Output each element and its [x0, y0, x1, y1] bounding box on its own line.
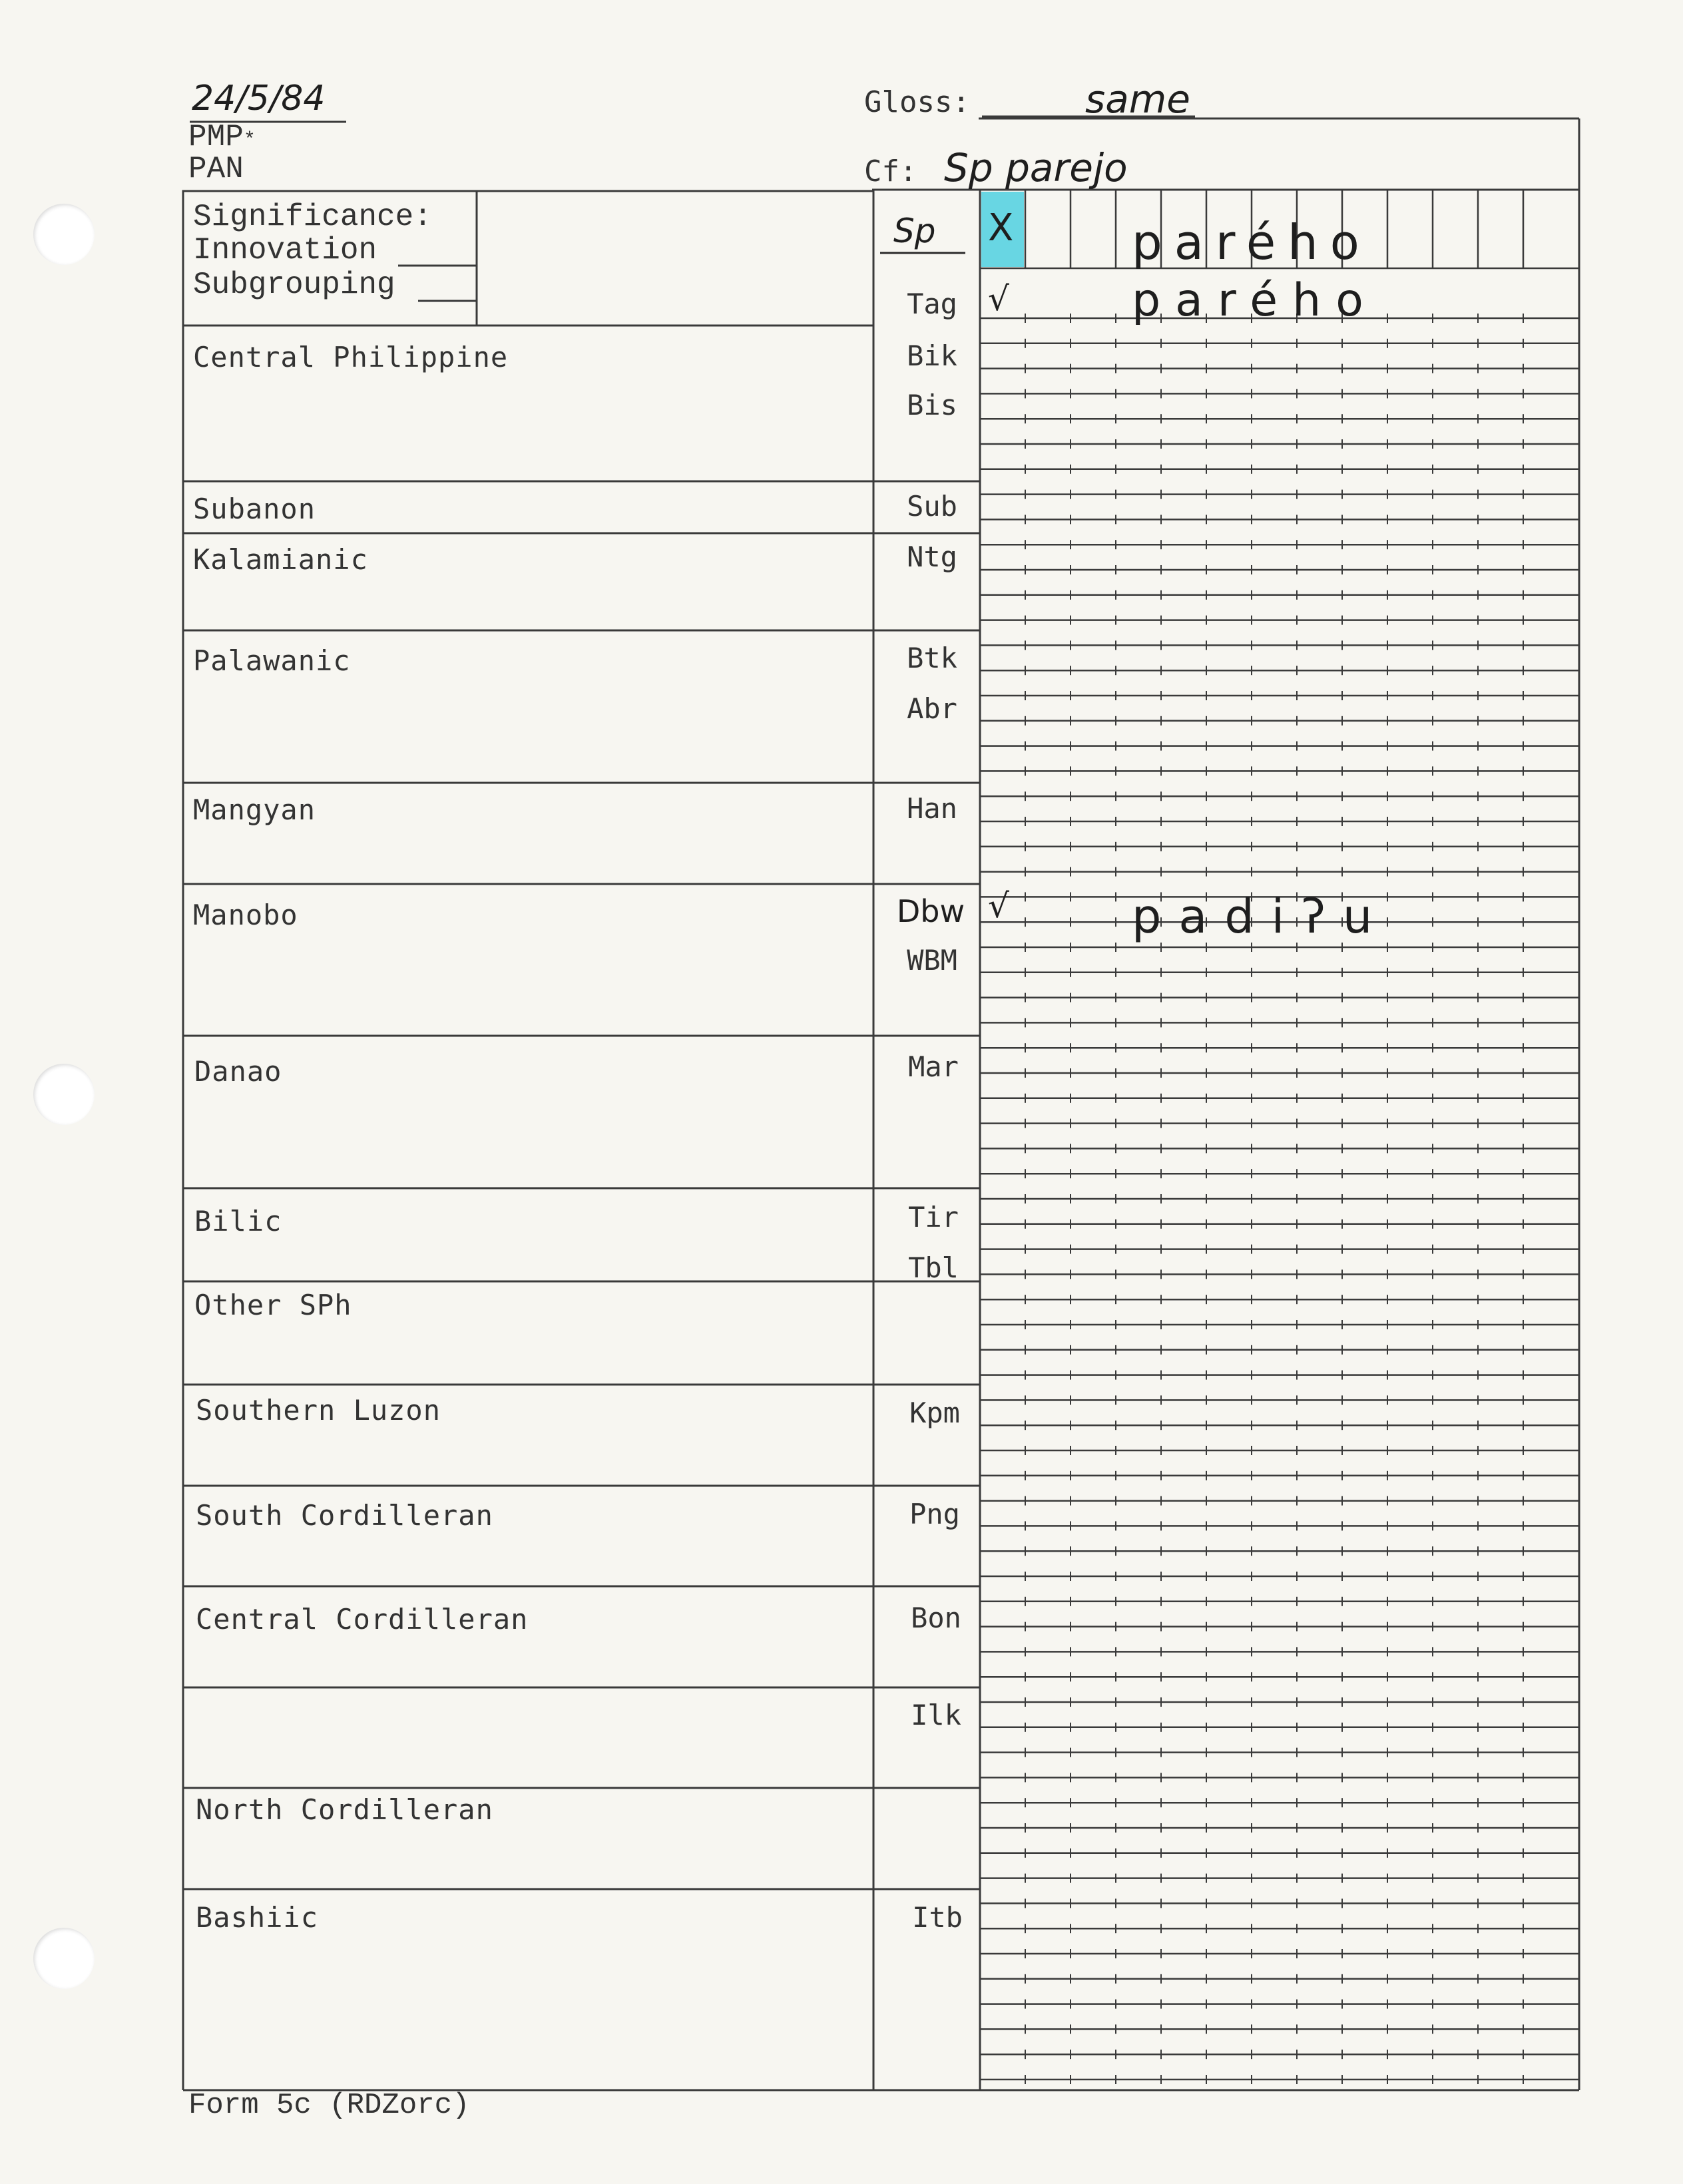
dbw-form: padiʔu	[1132, 889, 1390, 944]
abbr-png: Png	[909, 1498, 960, 1530]
abbr-ilk: Ilk	[911, 1699, 961, 1731]
cf-value: Sp parejo	[944, 145, 1128, 190]
abbr-kpm: Kpm	[909, 1397, 960, 1429]
abbr-abr: Abr	[907, 692, 957, 725]
tag-form: parého	[1132, 274, 1378, 327]
subgrouping-label: Subgrouping	[193, 268, 395, 302]
dbw-mark: √	[988, 887, 1009, 925]
form-footer: Form 5c (RDZorc)	[188, 2089, 470, 2122]
group-manobo: Manobo	[193, 899, 298, 931]
group-north-cordilleran: North Cordilleran	[196, 1793, 493, 1826]
abbr-bis: Bis	[907, 389, 957, 421]
group-bilic: Bilic	[194, 1205, 282, 1237]
tag-mark: √	[988, 280, 1009, 318]
group-central-philippine: Central Philippine	[193, 341, 509, 373]
group-southern-luzon: Southern Luzon	[196, 1394, 441, 1426]
group-south-cordilleran: South Cordilleran	[196, 1499, 493, 1532]
abbr-bon: Bon	[911, 1602, 961, 1634]
group-subanon: Subanon	[193, 493, 316, 525]
group-central-cordilleran: Central Cordilleran	[196, 1603, 529, 1636]
abbr-sp: Sp	[893, 212, 936, 250]
abbr-tbl: Tbl	[908, 1251, 959, 1284]
abbr-sub: Sub	[907, 490, 957, 523]
abbr-itb: Itb	[912, 1901, 963, 1934]
significance-title: Significance:	[193, 200, 432, 234]
abbr-btk: Btk	[907, 642, 957, 674]
abbr-mar: Mar	[908, 1050, 959, 1083]
abbr-han: Han	[907, 792, 957, 825]
abbr-ntg: Ntg	[907, 541, 957, 573]
abbr-tir: Tir	[908, 1201, 959, 1233]
pmp-star: *	[243, 129, 256, 152]
abbr-wbm: WBM	[907, 944, 957, 977]
group-other-sph: Other SPh	[194, 1289, 352, 1321]
abbr-bik: Bik	[907, 339, 957, 372]
gloss-label: Gloss:	[864, 85, 970, 119]
abbr-dbw: Dbw	[896, 893, 965, 929]
sp-mark: X	[988, 206, 1014, 250]
pan-label: PAN	[188, 152, 244, 186]
group-mangyan: Mangyan	[193, 793, 316, 826]
pmp-label	[188, 120, 256, 154]
sp-form: parého	[1132, 214, 1371, 270]
pmp-text: PMP	[188, 120, 244, 154]
abbr-tag: Tag	[907, 288, 957, 320]
innovation-label: Innovation	[193, 233, 377, 268]
gloss-value: same	[1085, 77, 1190, 122]
group-kalamianic: Kalamianic	[193, 543, 368, 576]
cf-label: Cf:	[864, 154, 917, 188]
group-palawanic: Palawanic	[193, 644, 351, 677]
group-bashiic: Bashiic	[196, 1901, 319, 1934]
group-danao: Danao	[194, 1055, 282, 1088]
date-handwritten: 24/5/84	[192, 79, 326, 118]
